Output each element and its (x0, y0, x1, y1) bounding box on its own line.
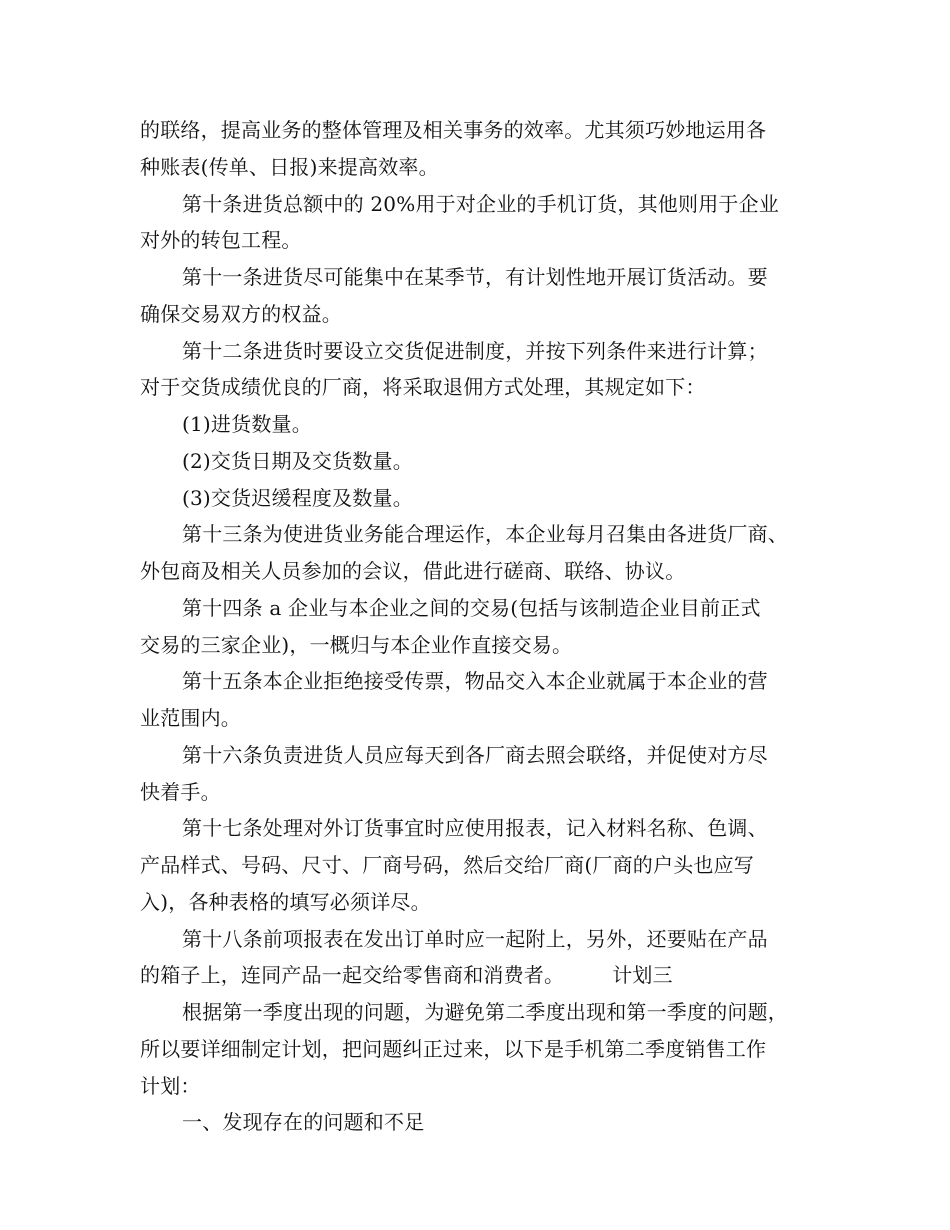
section-heading-plan-3: 计划三 (612, 963, 673, 988)
text-line: 对外的转包工程。 (140, 228, 302, 253)
text-line: 快着手。 (140, 779, 221, 804)
article-14: 第十四条 a 企业与本企业之间的交易(包括与该制造企业目前正式 (182, 595, 761, 620)
article-10: 第十条进货总额中的 20%用于对企业的手机订货，其他则用于企业 (182, 191, 780, 216)
article-15: 第十五条本企业拒绝接受传票，物品交入本企业就属于本企业的营 (182, 669, 768, 694)
plan-intro: 根据第一季度出现的问题，为避免第二季度出现和第一季度的问题， (182, 1000, 788, 1024)
text-line: 所以要详细制定计划，把问题纠正过来，以下是手机第二季度销售工作 (140, 1036, 767, 1061)
list-item: (1)进货数量。 (182, 412, 312, 436)
text-line: 外包商及相关人员参加的会议，借此进行磋商、联络、协议。 (140, 559, 686, 583)
text-line: 产品样式、号码、尺寸、厂商号码，然后交给厂商(厂商的户头也应写 (140, 853, 755, 877)
text-line: 对于交货成绩优良的厂商，将采取退佣方式处理，其规定如下： (140, 375, 706, 400)
text-line: 的联络，提高业务的整体管理及相关事务的效率。尤其须巧妙地运用各 (140, 118, 767, 142)
document-body (140, 112, 820, 1141)
article-18: 第十八条前项报表在发出订单时应一起附上，另外，还要贴在产品 (182, 926, 768, 951)
list-item: (3)交货迟缓程度及数量。 (182, 485, 413, 510)
text-line: 计划： (140, 1073, 201, 1098)
text-line: 种账表(传单、日报)来提高效率。 (140, 154, 439, 179)
text-line: 入)，各种表格的填写必须详尽。 (140, 889, 431, 914)
text-line: 的箱子上，连同产品一起交给零售商和消费者。 (140, 963, 565, 988)
article-13: 第十三条为使进货业务能合理运作，本企业每月召集由各进货厂商、 (182, 522, 788, 547)
text-line: 交易的三家企业)，一概归与本企业作直接交易。 (140, 632, 573, 657)
text-line: 业范围内。 (140, 706, 241, 730)
article-17: 第十七条处理对外订货事宜时应使用报表，记入材料名称、色调、 (182, 816, 768, 841)
text-line: 确保交易双方的权益。 (140, 301, 342, 326)
section-heading-1: 一、发现存在的问题和不足 (182, 1110, 425, 1135)
article-16: 第十六条负责进货人员应每天到各厂商去照会联络，并促使对方尽 (182, 742, 768, 767)
article-11: 第十一条进货尽可能集中在某季节，有计划性地开展订货活动。要 (182, 265, 768, 289)
article-12: 第十二条进货时要设立交货促进制度，并按下列条件来进行计算； (182, 338, 768, 363)
text-line-with-heading (140, 957, 820, 994)
list-item: (2)交货日期及交货数量。 (182, 448, 413, 473)
